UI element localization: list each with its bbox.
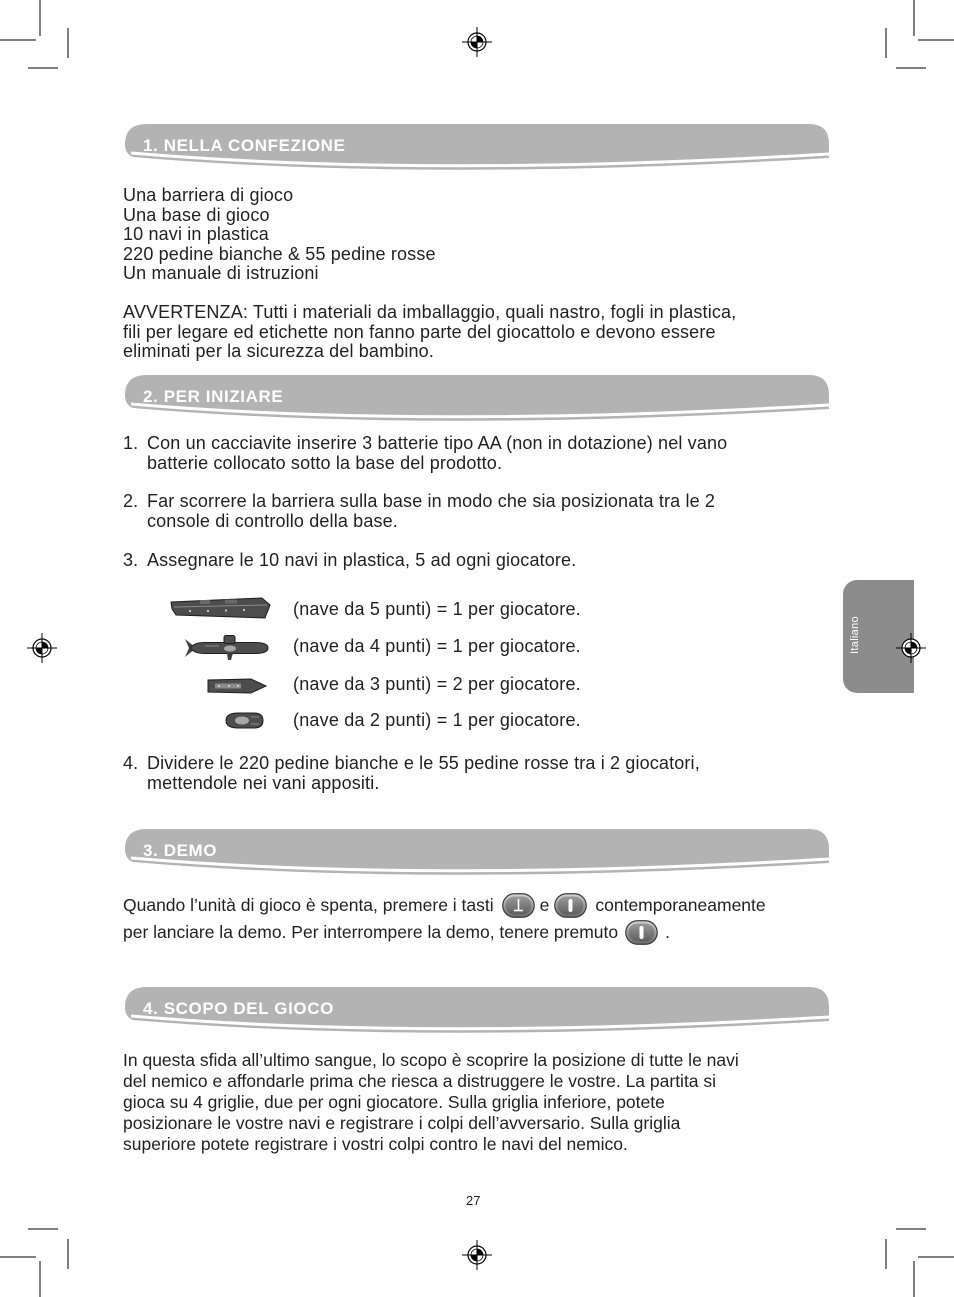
step-text: batterie collocato sotto la base del prodotto. — [147, 452, 503, 473]
warning-line: fili per legare ed etichette non fanno parte del giocattolo e devono essere — [123, 321, 716, 342]
section-header — [125, 987, 829, 1043]
section-title: 3. DEMO — [143, 841, 218, 860]
paragraph-line: del nemico e affondarle prima che riesca a distruggere le vostre. La partita si — [123, 1071, 717, 1091]
step-number: 1. — [123, 433, 139, 453]
step-item — [123, 754, 700, 793]
bar-button-icon — [554, 893, 587, 918]
demo-instruction-line — [123, 892, 766, 918]
demo-text: . — [665, 921, 670, 942]
section-title: 4. SCOPO DEL GIOCO — [143, 999, 334, 1018]
battleship-icon — [170, 597, 271, 620]
mast-button-icon — [502, 893, 535, 918]
list-item: 10 navi in plastica — [123, 224, 269, 244]
step-number: 4. — [123, 753, 139, 773]
ship-description: (nave da 2 punti) = 1 per giocatore. — [293, 710, 581, 730]
list-item: Un manuale di istruzioni — [123, 263, 319, 283]
step-text: mettendole nei vani appositi. — [147, 772, 380, 793]
step-text: console di controllo della base. — [147, 510, 398, 531]
game-goal-paragraph — [123, 1050, 739, 1155]
step-item — [123, 492, 715, 531]
step-text: Dividere le 220 pedine bianche e le 55 pedine rosse tra i 2 giocatori, — [147, 753, 700, 773]
page-number: 27 — [466, 1193, 481, 1208]
ship-description: (nave da 3 punti) = 2 per giocatore. — [293, 674, 581, 694]
patrol-boat-icon — [224, 711, 264, 730]
registration-mark-icon — [27, 633, 57, 663]
demo-instruction-line — [123, 919, 670, 945]
registration-mark-icon — [896, 633, 926, 663]
step-text: Con un cacciavite inserire 3 batterie tipo AA (non in dotazione) nel vano — [147, 433, 728, 453]
step-item — [123, 434, 727, 473]
step-number: 3. — [123, 550, 139, 570]
list-item: Una base di gioco — [123, 204, 270, 225]
paragraph-line: posizionare le vostre navi e registrare i colpi dell’avversario. Sulla griglia — [123, 1113, 681, 1133]
registration-mark-icon — [462, 27, 492, 57]
list-item: Una barriera di gioco — [123, 185, 294, 205]
section-header — [125, 829, 829, 885]
paragraph-line: superiore potete registrare i vostri colpi contro le navi del nemico. — [123, 1134, 628, 1154]
warning-paragraph — [123, 303, 736, 362]
section-title: 2. PER INIZIARE — [143, 387, 284, 406]
section-header — [125, 124, 829, 180]
warning-line: eliminati per la sicurezza del bambino. — [123, 341, 434, 361]
package-contents-list — [123, 186, 436, 284]
demo-text: contemporaneamente — [595, 894, 766, 915]
demo-text: e — [539, 894, 550, 915]
step-item — [123, 551, 576, 571]
section-header — [125, 375, 829, 431]
demo-text: Quando l’unità di gioco è spenta, premere i tasti — [123, 894, 494, 915]
step-number: 2. — [123, 491, 139, 511]
step-text: Assegnare le 10 navi in plastica, 5 ad ogni giocatore. — [147, 550, 577, 570]
step-text: Far scorrere la barriera sulla base in modo che sia posizionata tra le 2 — [147, 491, 716, 511]
ship-description: (nave da 5 punti) = 1 per giocatore. — [293, 599, 581, 619]
registration-mark-icon — [462, 1240, 492, 1270]
demo-text: per lanciare la demo. Per interrompere la demo, tenere premuto — [123, 921, 619, 942]
ship-description: (nave da 4 punti) = 1 per giocatore. — [293, 636, 581, 656]
paragraph-line: In questa sfida all’ultimo sangue, lo scopo è scoprire la posizione di tutte le navi — [123, 1050, 739, 1070]
language-tab-label: Italiano — [849, 616, 861, 654]
destroyer-icon — [207, 676, 267, 696]
section-title: 1. NELLA CONFEZIONE — [143, 136, 346, 155]
submarine-icon — [185, 634, 269, 662]
bar-button-icon — [625, 920, 658, 945]
paragraph-line: gioca su 4 griglie, due per ogni giocatore. Sulla griglia inferiore, potete — [123, 1092, 665, 1112]
warning-line: AVVERTENZA: Tutti i materiali da imballaggio, quali nastro, fogli in plastica, — [123, 302, 737, 322]
list-item: 220 pedine bianche & 55 pedine rosse — [123, 243, 436, 264]
